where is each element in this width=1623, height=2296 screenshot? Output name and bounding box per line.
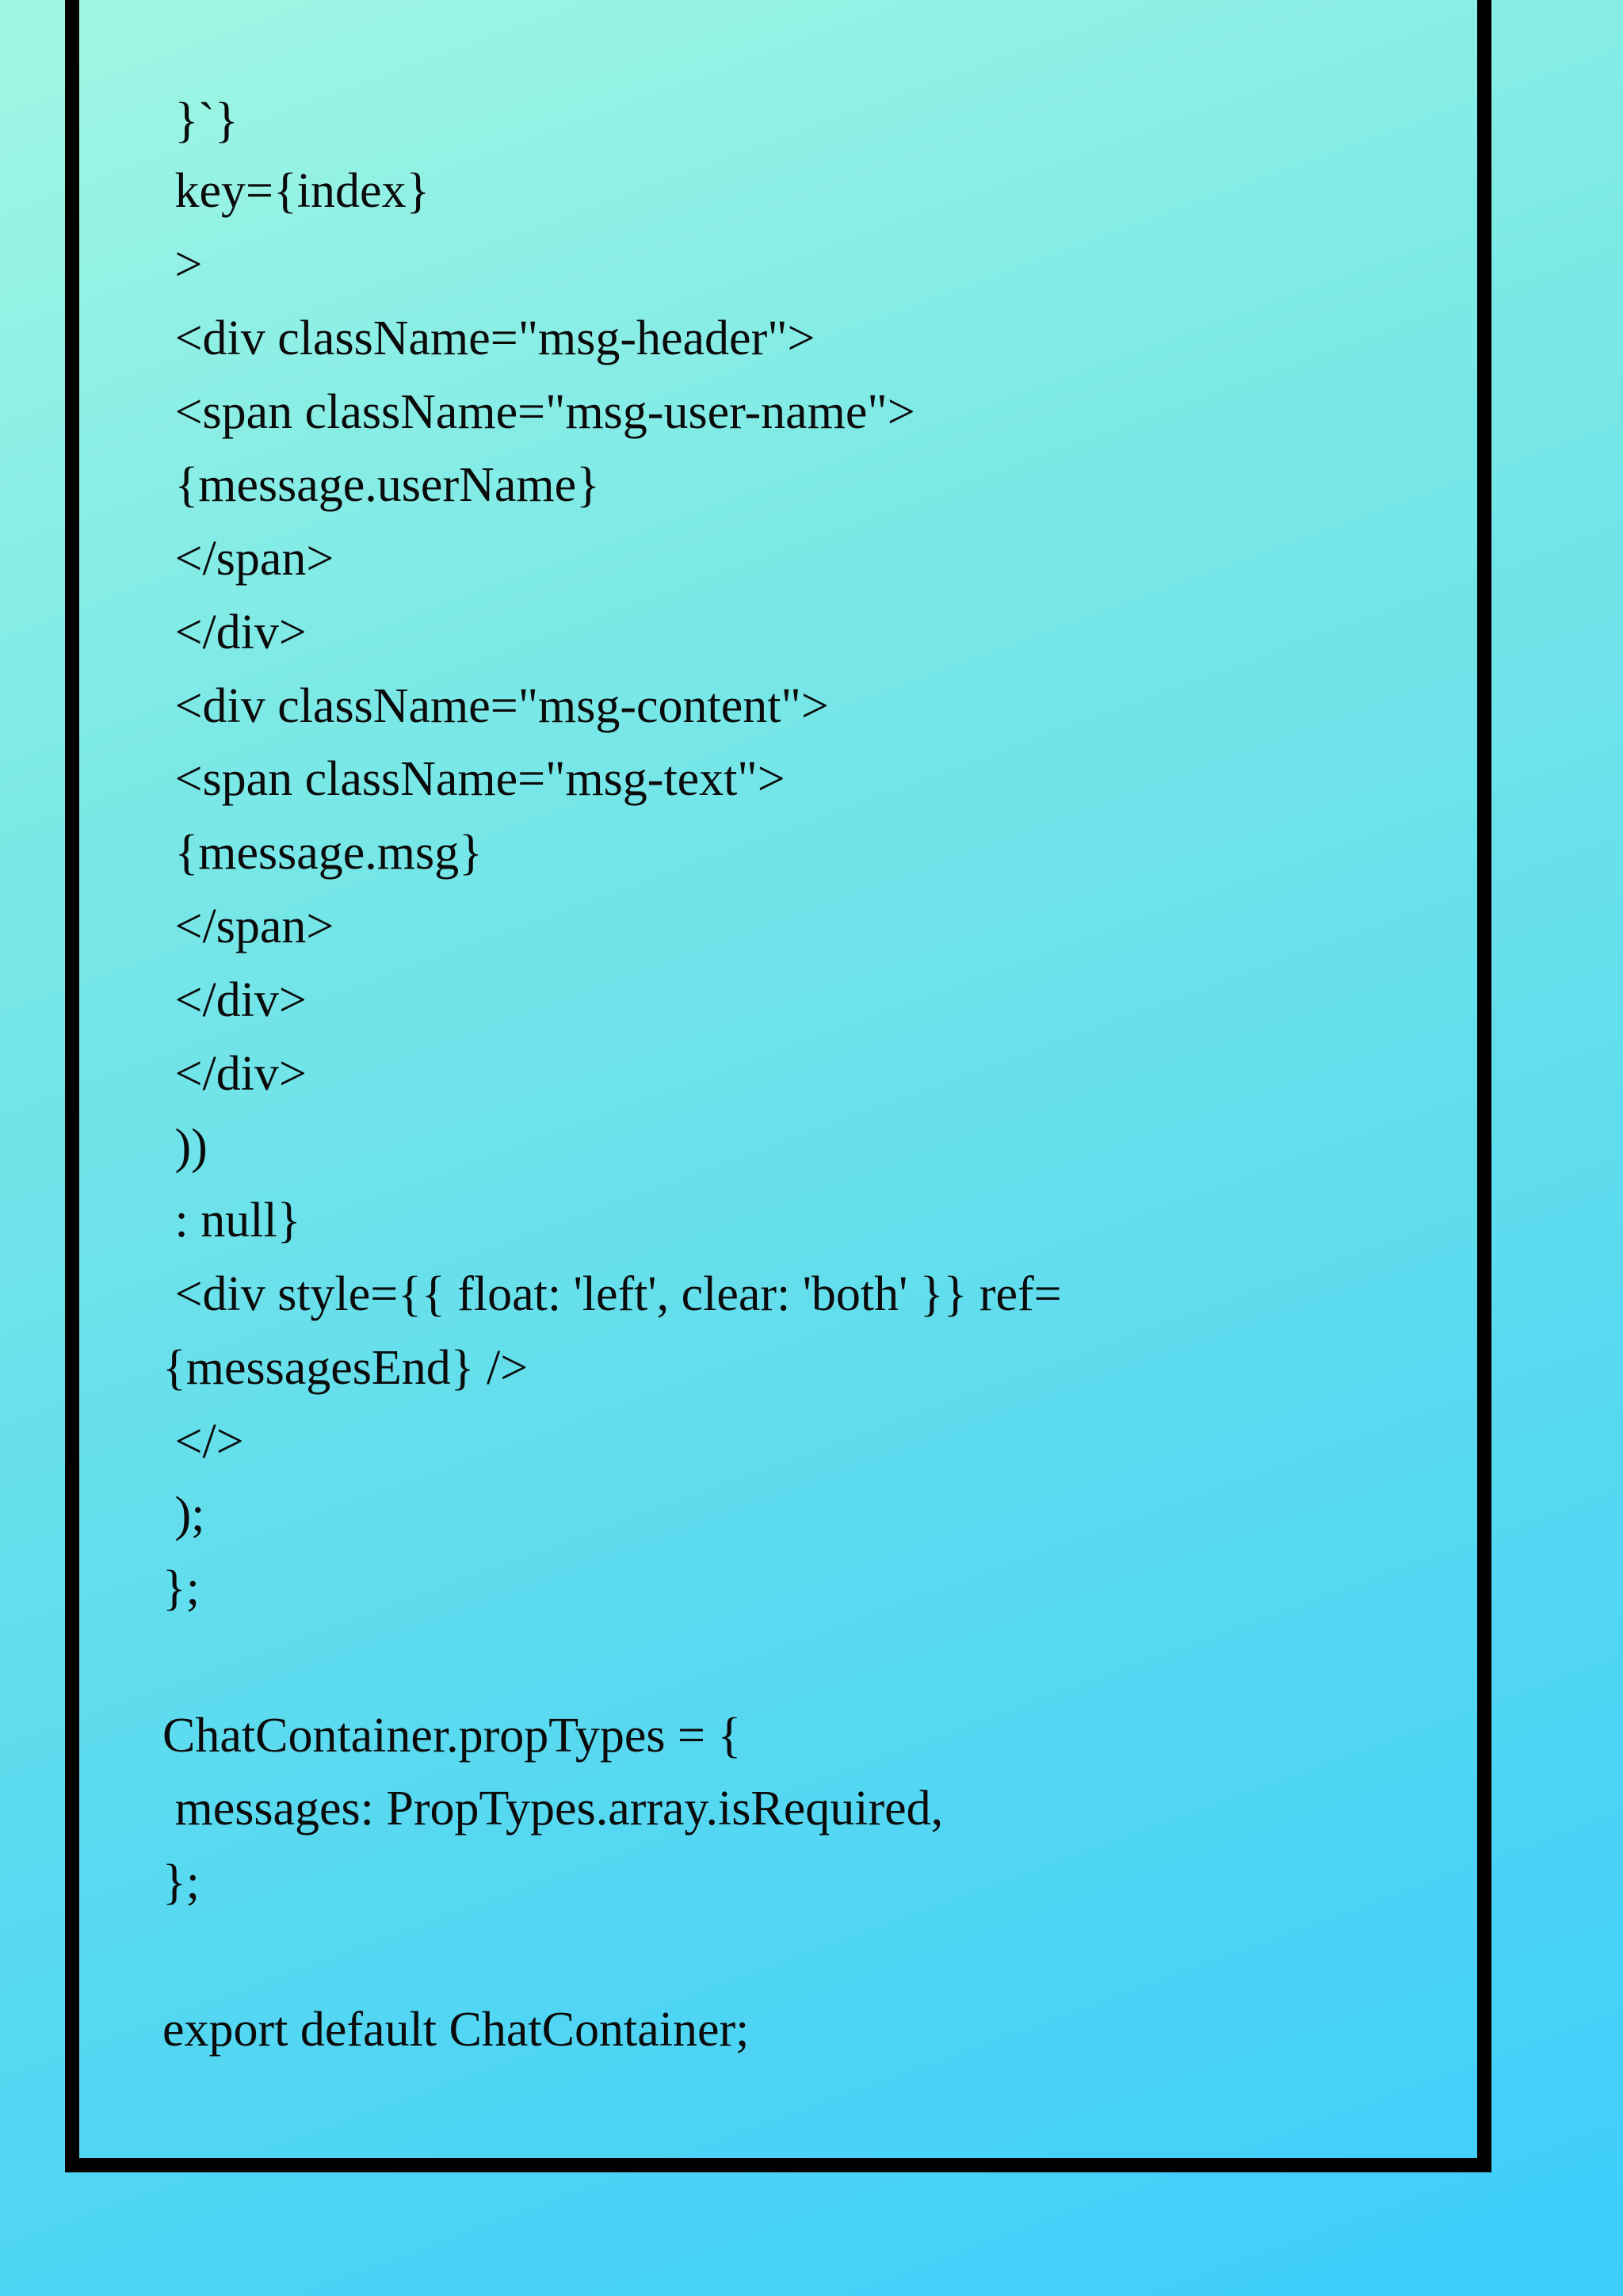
code-line-14: </div>: [162, 1047, 307, 1101]
code-line-15: )): [162, 1120, 208, 1174]
code-line-6: {message.userName}: [162, 458, 600, 512]
code-line-8: </div>: [162, 606, 307, 659]
code-line-21: };: [162, 1561, 200, 1615]
code-line-23: ChatContainer.propTypes = {: [162, 1709, 742, 1763]
code-line-10: <span className="msg-text">: [162, 752, 785, 806]
code-line-16: : null}: [162, 1194, 301, 1247]
code-line-24: messages: PropTypes.array.isRequired,: [162, 1782, 944, 1836]
code-line-4: <div className="msg-header">: [162, 311, 815, 365]
code-line-27: export default ChatContainer;: [162, 2003, 750, 2057]
code-line-5: <span className="msg-user-name">: [162, 385, 915, 439]
code-line-7: </span>: [162, 532, 334, 586]
code-line-12: </span>: [162, 900, 334, 953]
code-line-19: </>: [162, 1415, 244, 1469]
code-line-3: >: [162, 238, 203, 292]
code-line-2: key={index}: [162, 164, 430, 218]
code-line-25: };: [162, 1855, 200, 1909]
code-line-20: );: [162, 1488, 205, 1541]
code-line-1: }`}: [162, 94, 239, 147]
code-line-13: </div>: [162, 973, 307, 1027]
code-line-11: {message.msg}: [162, 826, 483, 880]
code-line-18: {messagesEnd} />: [162, 1341, 529, 1395]
code-line-17: <div style={{ float: 'left', clear: 'both' }} ref=: [162, 1267, 1062, 1321]
code-line-9: <div className="msg-content">: [162, 679, 829, 733]
